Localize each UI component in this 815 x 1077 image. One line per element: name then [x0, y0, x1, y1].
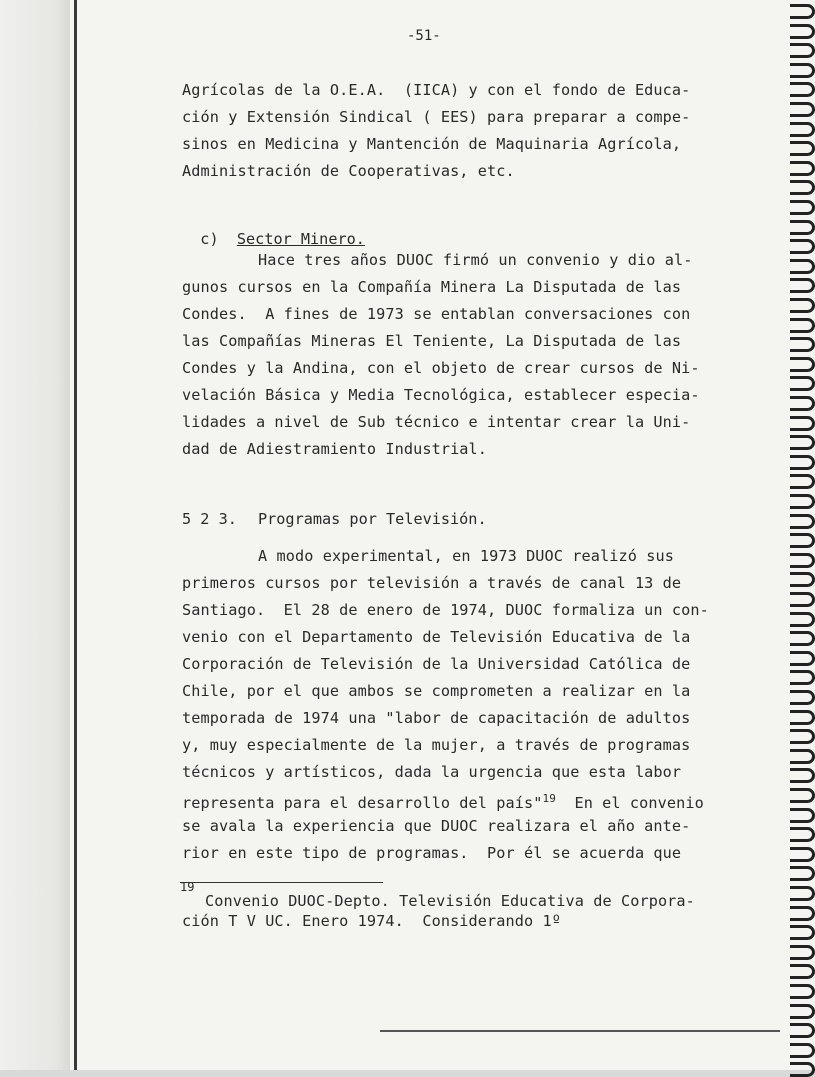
- binding-coil: [790, 24, 815, 39]
- binding-coil: [790, 200, 815, 215]
- binding-coil: [790, 984, 815, 999]
- text-line: dad de Adiestramiento Industrial.: [182, 440, 488, 458]
- footnote-line: Convenio DUOC-Depto. Televisión Educativa de Corpora-: [205, 892, 695, 910]
- binding-coil: [790, 886, 815, 901]
- text-line: Agrícolas de la O.E.A. (IICA) y con el fondo de Educa-: [182, 81, 691, 99]
- binding-coil: [790, 357, 815, 372]
- section-title: Sector Minero.: [236, 230, 365, 248]
- text-segment: representa para el desarrollo del país": [182, 794, 543, 813]
- binding-coil: [790, 710, 815, 725]
- scan-left-shadow: [0, 0, 80, 1070]
- binding-coil: [790, 259, 815, 274]
- binding-coil: [790, 866, 815, 881]
- binding-coil: [790, 827, 815, 842]
- text-line: sinos en Medicina y Mantención de Maquinaria Agrícola,: [182, 135, 682, 153]
- section-heading: [182, 212, 365, 248]
- text-line: velación Básica y Media Tecnológica, establecer especia-: [182, 386, 700, 404]
- binding-coil: [790, 396, 815, 411]
- binding-coil: [790, 63, 815, 78]
- binding-coil: [790, 670, 815, 685]
- binding-coil: [790, 847, 815, 862]
- section-number: 5 2 3.: [182, 510, 237, 528]
- page-bottom-edge: [380, 1030, 780, 1032]
- binding-coil: [790, 1023, 815, 1038]
- footnote-mark: 19: [180, 880, 195, 894]
- text-line: Santiago. El 28 de enero de 1974, DUOC formaliza un con-: [182, 601, 709, 619]
- binding-coil: [790, 220, 815, 235]
- binding-coil: [790, 337, 815, 352]
- binding-coil: [790, 318, 815, 333]
- binding-coil: [790, 514, 815, 529]
- binding-coil: [790, 1004, 815, 1019]
- binding-coil: [790, 161, 815, 176]
- binding-coil: [790, 749, 815, 764]
- page-number: -51-: [407, 28, 441, 44]
- text-line: Condes. A fines de 1973 se entablan conversaciones con: [182, 305, 691, 323]
- binding-coil: [790, 788, 815, 803]
- text-line: [182, 789, 704, 813]
- footnote-rule: [180, 882, 383, 883]
- binding-coil: [790, 416, 815, 431]
- text-line: rior en este tipo de programas. Por él se acuerda que: [182, 844, 682, 862]
- text-line: ción y Extensión Sindical ( EES) para preparar a compe-: [182, 108, 691, 126]
- binding-coil: [790, 553, 815, 568]
- binding-coil: [790, 102, 815, 117]
- binding-coil: [790, 729, 815, 744]
- binding-coil: [790, 533, 815, 548]
- text-line: venio con el Departamento de Televisión Educativa de la: [182, 628, 691, 646]
- binding-coil: [790, 631, 815, 646]
- text-line: gunos cursos en la Compañía Minera La Disputada de las: [182, 278, 682, 296]
- binding-coil: [790, 435, 815, 450]
- text-line: temporada de 1974 una "labor de capacitación de adultos: [182, 709, 691, 727]
- binding-coil: [790, 43, 815, 58]
- binding-coil: [790, 572, 815, 587]
- binding-coil: [790, 180, 815, 195]
- text-line: Administración de Cooperativas, etc.: [182, 162, 515, 180]
- binding-coil: [790, 4, 815, 19]
- binding-coil: [790, 690, 815, 705]
- text-line: Condes y la Andina, con el objeto de crear cursos de Ni-: [182, 359, 700, 377]
- footnote-reference: 19: [542, 792, 556, 805]
- page-binding-edge: [74, 0, 77, 1070]
- binding-coil: [790, 141, 815, 156]
- text-line: Corporación de Televisión de la Universidad Católica de: [182, 655, 691, 673]
- binding-coil: [790, 925, 815, 940]
- binding-coil: [790, 122, 815, 137]
- binding-coil: [790, 82, 815, 97]
- footnote-line: ción T V UC. Enero 1974. Considerando 1º: [182, 912, 561, 930]
- section-title: Programas por Televisión.: [258, 510, 487, 528]
- binding-coil: [790, 278, 815, 293]
- text-segment: En el convenio: [555, 794, 704, 813]
- binding-coil: [790, 455, 815, 470]
- text-line: se avala la experiencia que DUOC realizara el año ante-: [182, 817, 691, 835]
- binding-coil: [790, 945, 815, 960]
- text-line: primeros cursos por televisión a través de canal 13 de: [182, 574, 682, 592]
- binding-coil: [790, 239, 815, 254]
- binding-coil: [790, 474, 815, 489]
- binding-coil: [790, 612, 815, 627]
- binding-coil: [790, 376, 815, 391]
- binding-coil: [790, 651, 815, 666]
- binding-coil: [790, 298, 815, 313]
- binding-coil: [790, 592, 815, 607]
- text-line: lidades a nivel de Sub técnico e intentar crear la Uni-: [182, 413, 691, 431]
- binding-coil: [790, 768, 815, 783]
- binding-coil: [790, 808, 815, 823]
- text-line: A modo experimental, en 1973 DUOC realizó sus: [258, 547, 674, 565]
- text-line: Hace tres años DUOC firmó un convenio y dio al-: [258, 251, 693, 269]
- binding-coil: [790, 494, 815, 509]
- binding-coil: [790, 906, 815, 921]
- text-line: Chile, por el que ambos se comprometen a realizar en la: [182, 682, 691, 700]
- binding-coil: [790, 964, 815, 979]
- text-line: las Compañías Mineras El Teniente, La Disputada de las: [182, 332, 682, 350]
- section-prefix: c): [200, 230, 219, 248]
- text-line: técnicos y artísticos, dada la urgencia que esta labor: [182, 763, 682, 781]
- binding-coil: [790, 1043, 815, 1058]
- text-line: y, muy especialmente de la mujer, a través de programas: [182, 736, 691, 754]
